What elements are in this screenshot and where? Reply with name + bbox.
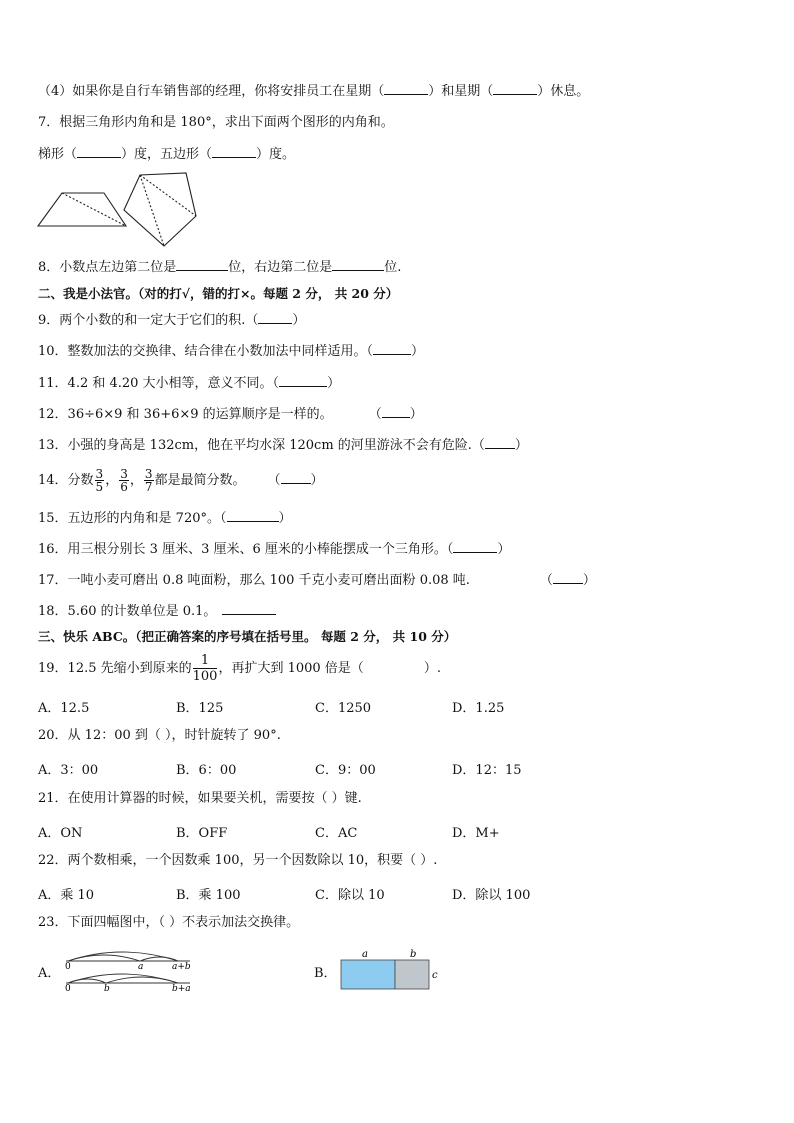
answer-blank[interactable] [373,342,411,355]
tick-label: 0 [65,962,71,972]
q19-option-b[interactable]: B．125 [176,701,224,716]
q19-option-c[interactable]: C．1250 [315,701,372,716]
answer-blank[interactable] [281,471,311,484]
q20-option-a[interactable]: A．3：00 [38,763,99,778]
rect-label-b: b [410,949,417,960]
q13: 13．小强的身高是 132cm，他在平均水深 120cm 的河里游泳不会有危险.（ ） [38,438,528,453]
answer-blank[interactable] [382,405,410,418]
q6-part4: （4）如果你是自行车销售部的经理，你将安排员工在星期（ ）和星期（ ）休息。 [38,84,590,99]
rect-label-a: a [362,949,368,960]
q23-option-a-label[interactable]: A． [38,966,61,981]
q14: 14．分数 $\frac{3}{5}$ ， $\frac{3}{6}$ ， $\frac{3}{7}$ 都是最简分数。 （ ） [38,467,324,494]
q21-option-c[interactable]: C．AC [315,826,358,841]
q19-option-d[interactable]: D．1.25 [452,701,505,716]
q22: 22．两个数相乘，一个因数乘 100，另一个因数除以 10，积要（ ）. [38,853,438,868]
rect-part-a [341,960,395,989]
q22-option-d[interactable]: D．除以 100 [452,888,531,903]
q7-title: 7．根据三角形内角和是 180°，求出下面两个图形的内角和。 [38,115,394,130]
answer-blank[interactable] [493,82,537,95]
q8: 8．小数点左边第二位是 位，右边第二位是 位. [38,260,402,275]
section-3-heading: 三、快乐 ABC。（把正确答案的序号填在括号里。 每题 2 分， 共 10 分） [38,629,457,644]
q16: 16．用三根分别长 3 厘米、3 厘米、6 厘米的小棒能摆成一个三角形。（ ） [38,542,511,557]
q22-option-c[interactable]: C．除以 10 [315,888,385,903]
q21-option-a[interactable]: A．ON [38,826,83,841]
answer-blank[interactable] [332,258,384,271]
answer-blank[interactable] [453,540,497,553]
answer-blank[interactable] [384,82,428,95]
q17: 17．一吨小麦可磨出 0.8 吨面粉，那么 100 千克小麦可磨出面粉 0.08 吨. （ ） [38,573,596,588]
q21-option-b[interactable]: B．OFF [176,826,228,841]
rectangle-figure [338,946,448,994]
q21: 21．在使用计算器的时候，如果要关机，需要按（ ）键. [38,791,362,806]
q20-option-d[interactable]: D．12：15 [452,763,522,778]
fraction: $\frac{3}{5}$ [95,467,104,494]
fraction: $\frac{3}{7}$ [144,467,153,494]
fraction: $\frac{1}{100}$ [192,653,218,684]
q23: 23．下面四幅图中，（ ）不表示加法交换律。 [38,915,300,930]
q11: 11．4.2 和 4.20 大小相等，意义不同。（ ） [38,376,341,391]
q7-answers: 梯形（ ）度，五边形（ ）度。 [38,147,296,162]
q15: 15．五边形的内角和是 720°。（ ） [38,511,292,526]
q21-option-d[interactable]: D．M+ [452,826,500,841]
q19: 19．12.5 先缩小到原来的 $\frac{1}{100}$ ，再扩大到 1000 倍是（ ）. [38,653,441,684]
rect-label-c: c [432,970,438,981]
q7-figures [36,170,206,250]
q20-option-b[interactable]: B．6：00 [176,763,237,778]
answer-blank[interactable] [222,602,276,615]
answer-blank[interactable] [176,258,228,271]
tick-label: b [104,984,110,994]
fraction: $\frac{3}{6}$ [120,467,128,494]
rect-part-b [395,960,429,989]
tick-label: b+a [172,984,191,994]
answer-blank[interactable] [227,509,279,522]
tick-label: a [138,962,144,972]
trapezoid-figure [38,193,126,226]
q20: 20．从 12：00 到（ ），时针旋转了 90°. [38,728,281,743]
q22-option-a[interactable]: A．乘 10 [38,888,95,903]
q12: 12．36÷6×9 和 36+6×9 的运算顺序是一样的。 （ ） [38,407,423,422]
tick-label: a+b [172,962,191,972]
q20-option-c[interactable]: C．9：00 [315,763,376,778]
q18: 18．5.60 的计数单位是 0.1。 [38,602,276,621]
answer-blank[interactable] [279,374,327,387]
q22-option-b[interactable]: B．乘 100 [176,888,241,903]
answer-blank[interactable] [553,571,583,584]
section-2-heading: 二、我是小法官。（对的打√，错的打×。每题 2 分， 共 20 分） [38,286,399,301]
answer-blank[interactable] [212,145,256,158]
tick-label: 0 [65,984,71,994]
q9: 9．两个小数的和一定大于它们的积.（ ） [38,313,306,328]
number-line-figure [60,945,200,995]
q10: 10．整数加法的交换律、结合律在小数加法中同样适用。（ ） [38,344,425,359]
pentagon-figure [124,173,196,246]
answer-blank[interactable] [485,436,515,449]
q23-option-b-label[interactable]: B． [314,966,337,981]
answer-blank[interactable] [77,145,121,158]
answer-blank[interactable] [258,311,292,324]
q19-option-a[interactable]: A．12.5 [38,701,90,716]
